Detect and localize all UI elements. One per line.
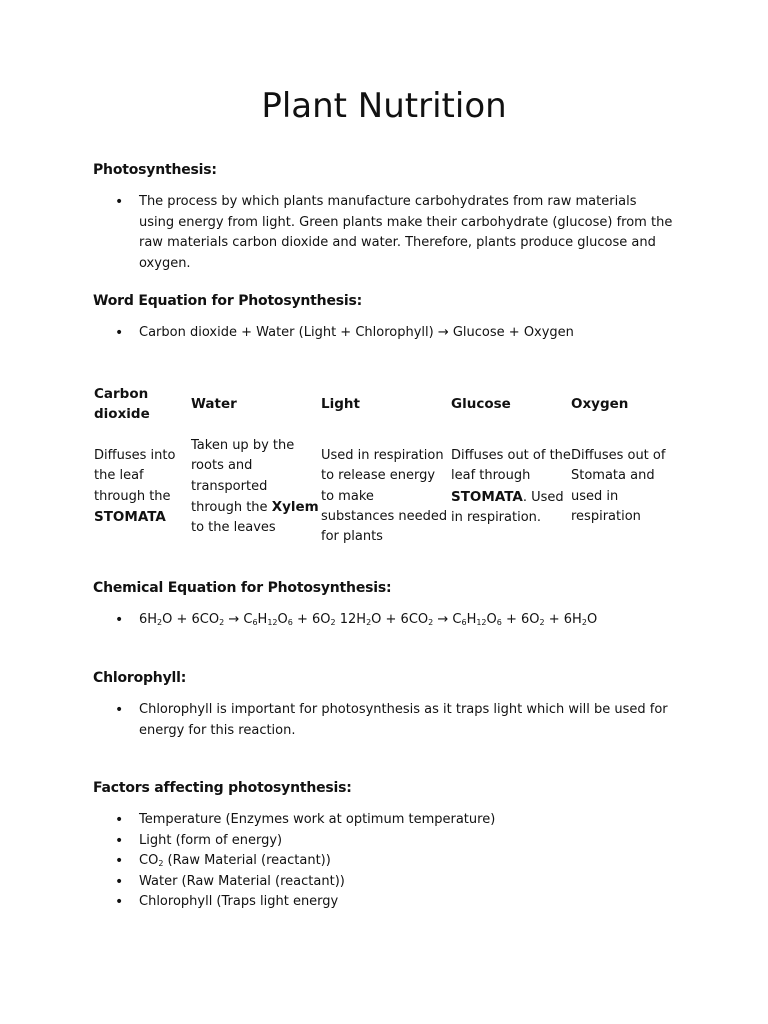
equation-subscript: 12 — [267, 618, 278, 627]
cell-text: . Used in respiration. — [451, 489, 564, 525]
equation-text: O — [486, 612, 497, 627]
table-header-glucose: Glucose — [451, 396, 511, 412]
equation-subscript: 2 — [157, 618, 163, 627]
equation-text: + 6O — [501, 612, 540, 627]
table-cell-light: Used in respiration to release energy to make substances needed for plants — [321, 448, 448, 545]
cell-text: to the leaves — [191, 520, 276, 536]
cell-bold-text: Xylem — [271, 498, 319, 515]
equation-text: → C — [224, 612, 253, 627]
photosynthesis-list — [93, 192, 673, 274]
table-header-oxygen: Oxygen — [571, 396, 629, 412]
list-item: • Temperature (Enzymes work at optimum temperature) — [93, 810, 673, 831]
list-item — [93, 851, 673, 872]
equation-text: O + 6CO — [162, 612, 220, 627]
list-item-text: CO — [139, 853, 159, 868]
list-item: • Chlorophyll (Traps light energy — [93, 892, 673, 913]
photosynthesis-heading: Photosynthesis: — [93, 162, 217, 178]
chemical-equation-heading: Chemical Equation for Photosynthesis: — [93, 580, 392, 596]
equation-text: O — [586, 612, 598, 627]
equation-subscript: 6 — [461, 618, 467, 627]
table-header-water: Water — [191, 396, 237, 412]
chlorophyll-list — [93, 700, 673, 741]
cell-bold-text: STOMATA — [451, 488, 523, 505]
equation-subscript: 2 — [428, 618, 434, 627]
table-cell-oxygen: Diffuses out of Stomata and used in respiration — [571, 448, 666, 524]
page-title: Plant Nutrition — [261, 86, 507, 126]
cell-text: Diffuses into the leaf through the — [94, 448, 176, 504]
word-equation-list — [93, 323, 673, 344]
factors-list — [93, 810, 673, 913]
list-item: • Carbon dioxide + Water (Light + Chlorophyll) → Glucose + Oxygen — [93, 323, 673, 344]
equation-text: → C — [433, 612, 462, 627]
table-header-light: Light — [321, 396, 360, 412]
cell-text: Taken up by the roots and transported through the — [191, 438, 295, 515]
list-item: • Light (form of energy) — [93, 831, 673, 852]
equation-subscript: 2 — [219, 618, 225, 627]
equation-text: O + 6CO — [371, 612, 429, 627]
equation-text: O — [277, 612, 288, 627]
equation-subscript: 6 — [252, 618, 258, 627]
equation-subscript: 2 — [366, 618, 372, 627]
table-header-carbon-dioxide: Carbon dioxide — [94, 386, 150, 423]
factors-heading: Factors affecting photosynthesis: — [93, 780, 352, 796]
equation-subscript: 2 — [581, 618, 587, 627]
list-item: • Chlorophyll is important for photosynthesis as it traps light which will be used for energy for this reaction. — [93, 700, 673, 741]
equation-text: + 6H — [544, 612, 582, 627]
table-cell-water — [191, 436, 321, 538]
equation-text: 6H — [139, 612, 158, 627]
equation-text: H — [257, 612, 268, 627]
list-item-subscript: 2 — [158, 859, 164, 868]
equation-subscript: 12 — [476, 618, 487, 627]
table-cell-glucose — [451, 446, 571, 528]
list-item: • Water (Raw Material (reactant)) — [93, 872, 673, 893]
chemical-equation — [93, 610, 693, 631]
list-item: • The process by which plants manufacture carbohydrates from raw materials using energy from light. Green plants make their carbohydrate (glucose) from the raw materials carbon dioxide and water. Therefore, plants produce glucose and oxygen. — [93, 192, 673, 274]
equation-subscript: 6 — [496, 618, 502, 627]
word-equation-heading: Word Equation for Photosynthesis: — [93, 293, 362, 309]
cell-bold-text: STOMATA — [94, 508, 166, 525]
equation-text: + 6O — [292, 612, 331, 627]
chlorophyll-heading: Chlorophyll: — [93, 670, 187, 686]
list-item-text: (Raw Material (reactant)) — [163, 853, 331, 868]
table-cell-carbon-dioxide — [94, 446, 186, 528]
cell-text: Diffuses out of the leaf through — [451, 448, 571, 484]
chemical-equation-list — [93, 610, 693, 631]
equation-subscript: 2 — [539, 618, 545, 627]
equation-text: 12H — [335, 612, 367, 627]
equation-subscript: 6 — [287, 618, 293, 627]
equation-subscript: 2 — [330, 618, 336, 627]
equation-text: H — [466, 612, 477, 627]
